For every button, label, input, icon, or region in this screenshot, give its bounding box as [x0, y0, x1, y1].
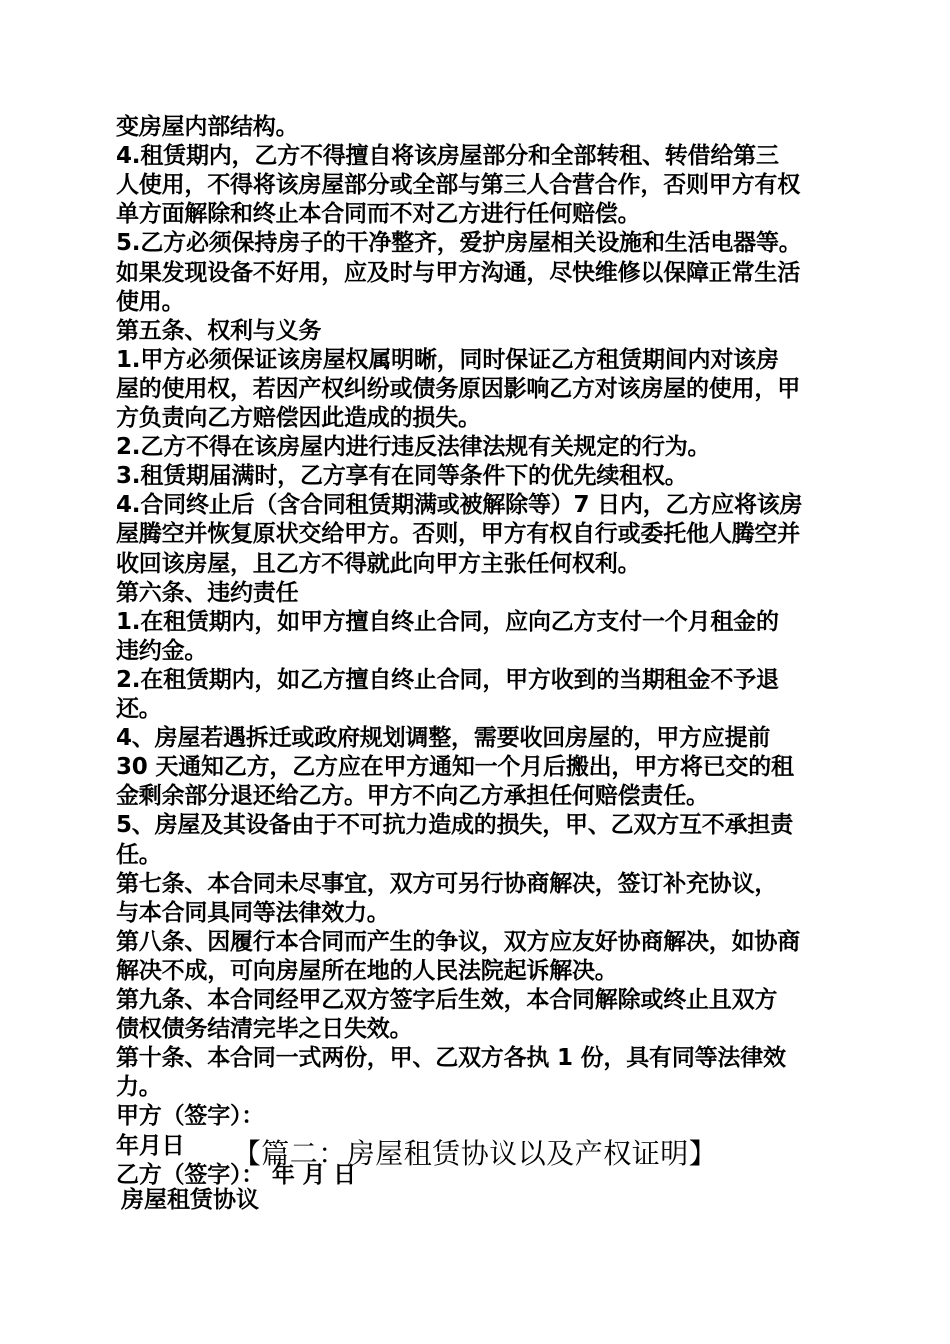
text-line: 金剩余部分退还给乙方。甲方不向乙方承担任何赔偿责任。 — [116, 783, 709, 809]
text-line: 第五条、权利与义务 — [116, 318, 322, 344]
text-line: 变房屋内部结构。 — [116, 114, 299, 140]
text-line: 如果发现设备不好用，应及时与甲方沟通，尽快维修以保障正常生活 — [116, 260, 801, 286]
text-line: 还。 — [116, 696, 162, 722]
text-line: 第九条、本合同经甲乙双方签字后生效，本合同解除或终止且双方 — [116, 987, 778, 1013]
text-line: 第六条、违约责任 — [116, 580, 299, 606]
text-line: 任。 — [116, 842, 162, 868]
text-line: 甲方（签字）： — [116, 1103, 265, 1129]
text-line: 2.在租赁期内，如乙方擅自终止合同，甲方收到的当期租金不予退 — [116, 667, 779, 693]
text-line: 第十条、本合同一式两份，甲、乙双方各执 1 份，具有同等法律效 — [116, 1045, 786, 1071]
text-line: 力。 — [116, 1074, 162, 1100]
text-line: 1.甲方必须保证该房屋权属明晰，同时保证乙方租赁期间内对该房 — [116, 347, 779, 373]
text-line: 1.在租赁期内，如甲方擅自终止合同，应向乙方支付一个月租金的 — [116, 609, 779, 635]
text-line: 年月日 — [116, 1133, 185, 1159]
text-line: 使用。 — [116, 289, 185, 315]
text-line: 4、房屋若遇拆迁或政府规划调整，需要收回房屋的，甲方应提前 — [116, 725, 771, 751]
text-line: 2.乙方不得在该房屋内进行违反法律法规有关规定的行为。 — [116, 434, 711, 460]
text-line: 3.租赁期届满时，乙方享有在同等条件下的优先续租权。 — [116, 463, 688, 489]
text-line: 第八条、因履行本合同而产生的争议，双方应友好协商解决，如协商 — [116, 929, 801, 955]
text-line: 5.乙方必须保持房子的干净整齐，爱护房屋相关设施和生活电器等。 — [116, 230, 802, 256]
text-line: 债权债务结清完毕之日失效。 — [116, 1016, 413, 1042]
text-line: 单方面解除和终止本合同而不对乙方进行任何赔偿。 — [116, 201, 641, 227]
text-line: 与本合同具同等法律效力。 — [116, 900, 390, 926]
text-line: 解决不成，可向房屋所在地的人民法院起诉解决。 — [116, 958, 618, 984]
text-line: 4.租赁期内，乙方不得擅自将该房屋部分和全部转租、转借给第三 — [116, 143, 779, 169]
text-line: 屋的使用权，若因产权纠纷或债务原因影响乙方对该房屋的使用，甲 — [116, 376, 801, 402]
text-line: 方负责向乙方赔偿因此造成的损失。 — [116, 405, 481, 431]
text-line: 30 天通知乙方，乙方应在甲方通知一个月后搬出，甲方将已交的租 — [116, 754, 794, 780]
text-line: 人使用，不得将该房屋部分或全部与第三人合营合作，否则甲方有权 — [116, 172, 801, 198]
text-line: 收回该房屋，且乙方不得就此向甲方主张任何权利。 — [116, 551, 641, 577]
text-line: 乙方（签字）： 年 月 日 — [116, 1162, 356, 1188]
section-heading: 【篇二：房屋租赁协议以及产权证明】 — [232, 1137, 718, 1170]
text-line: 第七条、本合同未尽事宜，双方可另行协商解决，签订补充协议， — [116, 871, 778, 897]
text-line: 4.合同终止后（含合同租赁期满或被解除等）7 日内，乙方应将该房 — [116, 492, 803, 518]
text-line: 违约金。 — [116, 638, 208, 664]
text-line: 屋腾空并恢复原状交给甲方。否则，甲方有权自行或委托他人腾空并 — [116, 521, 801, 547]
agreement-title: 房屋租赁协议 — [121, 1187, 259, 1213]
text-line: 5、房屋及其设备由于不可抗力造成的损失，甲、乙双方互不承担责 — [116, 812, 794, 838]
